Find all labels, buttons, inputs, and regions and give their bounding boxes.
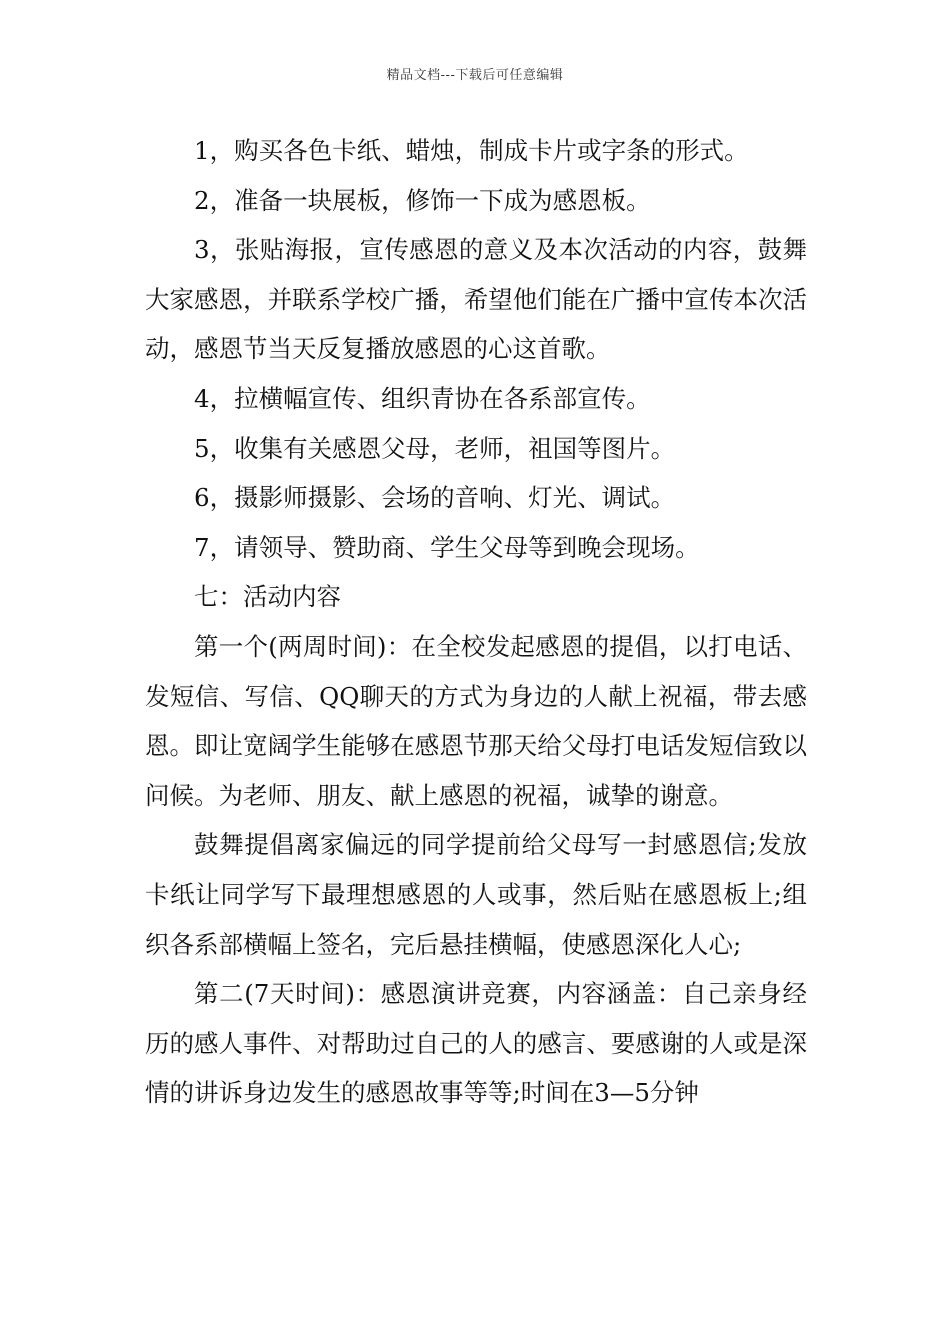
- page-header: 精品文档---下载后可任意编辑: [386, 68, 564, 83]
- list-item-1: 1，购买各色卡纸、蜡烛，制成卡片或字条的形式。: [194, 136, 749, 165]
- list-item-7: 7，请领导、赞助商、学生父母等到晚会现场。: [194, 532, 700, 562]
- list-item-5: 5，收集有关感恩父母，老师，祖国等图片。: [194, 433, 676, 463]
- list-item-6: 6，摄影师摄影、会场的音响、灯光、调试。: [194, 483, 676, 513]
- section-heading: 七：活动内容: [194, 582, 341, 612]
- list-item-3: 3，张贴海报，宣传感恩的意义及本次活动的内容，鼓舞大家感恩，并联系学校广播，希望他们能在广播中宣传本次活动，感恩节当天反复播放感恩的心这首歌。: [145, 235, 807, 364]
- paragraph-encouragement: 鼓舞提倡离家偏远的同学提前给父母写一封感恩信;发放卡纸让同学写下最理想感恩的人或事，然后贴在感恩板上;组织各系部横幅上签名，完后悬挂横幅，使感恩深化人心;: [145, 830, 807, 959]
- document-body: [145, 126, 807, 1118]
- paragraph-activity-two: 第二(7天时间)：感恩演讲竞赛，内容涵盖：自己亲身经历的感人事件、对帮助过自己的人的感言、要感谢的人或是深情的讲诉身边发生的感恩故事等等;时间在3—5分钟: [145, 979, 807, 1108]
- list-item-4: 4，拉横幅宣传、组织青协在各系部宣传。: [194, 383, 651, 413]
- list-item-2: 2，准备一块展板，修饰一下成为感恩板。: [194, 185, 651, 215]
- paragraph-activity-one: 第一个(两周时间)：在全校发起感恩的提倡，以打电话、发短信、写信、QQ聊天的方式为身边的人献上祝福，带去感恩。即让宽阔学生能够在感恩节那天给父母打电话发短信致以问候。为老师、朋友、献上感恩的祝福，诚挚的谢意。: [145, 631, 807, 810]
